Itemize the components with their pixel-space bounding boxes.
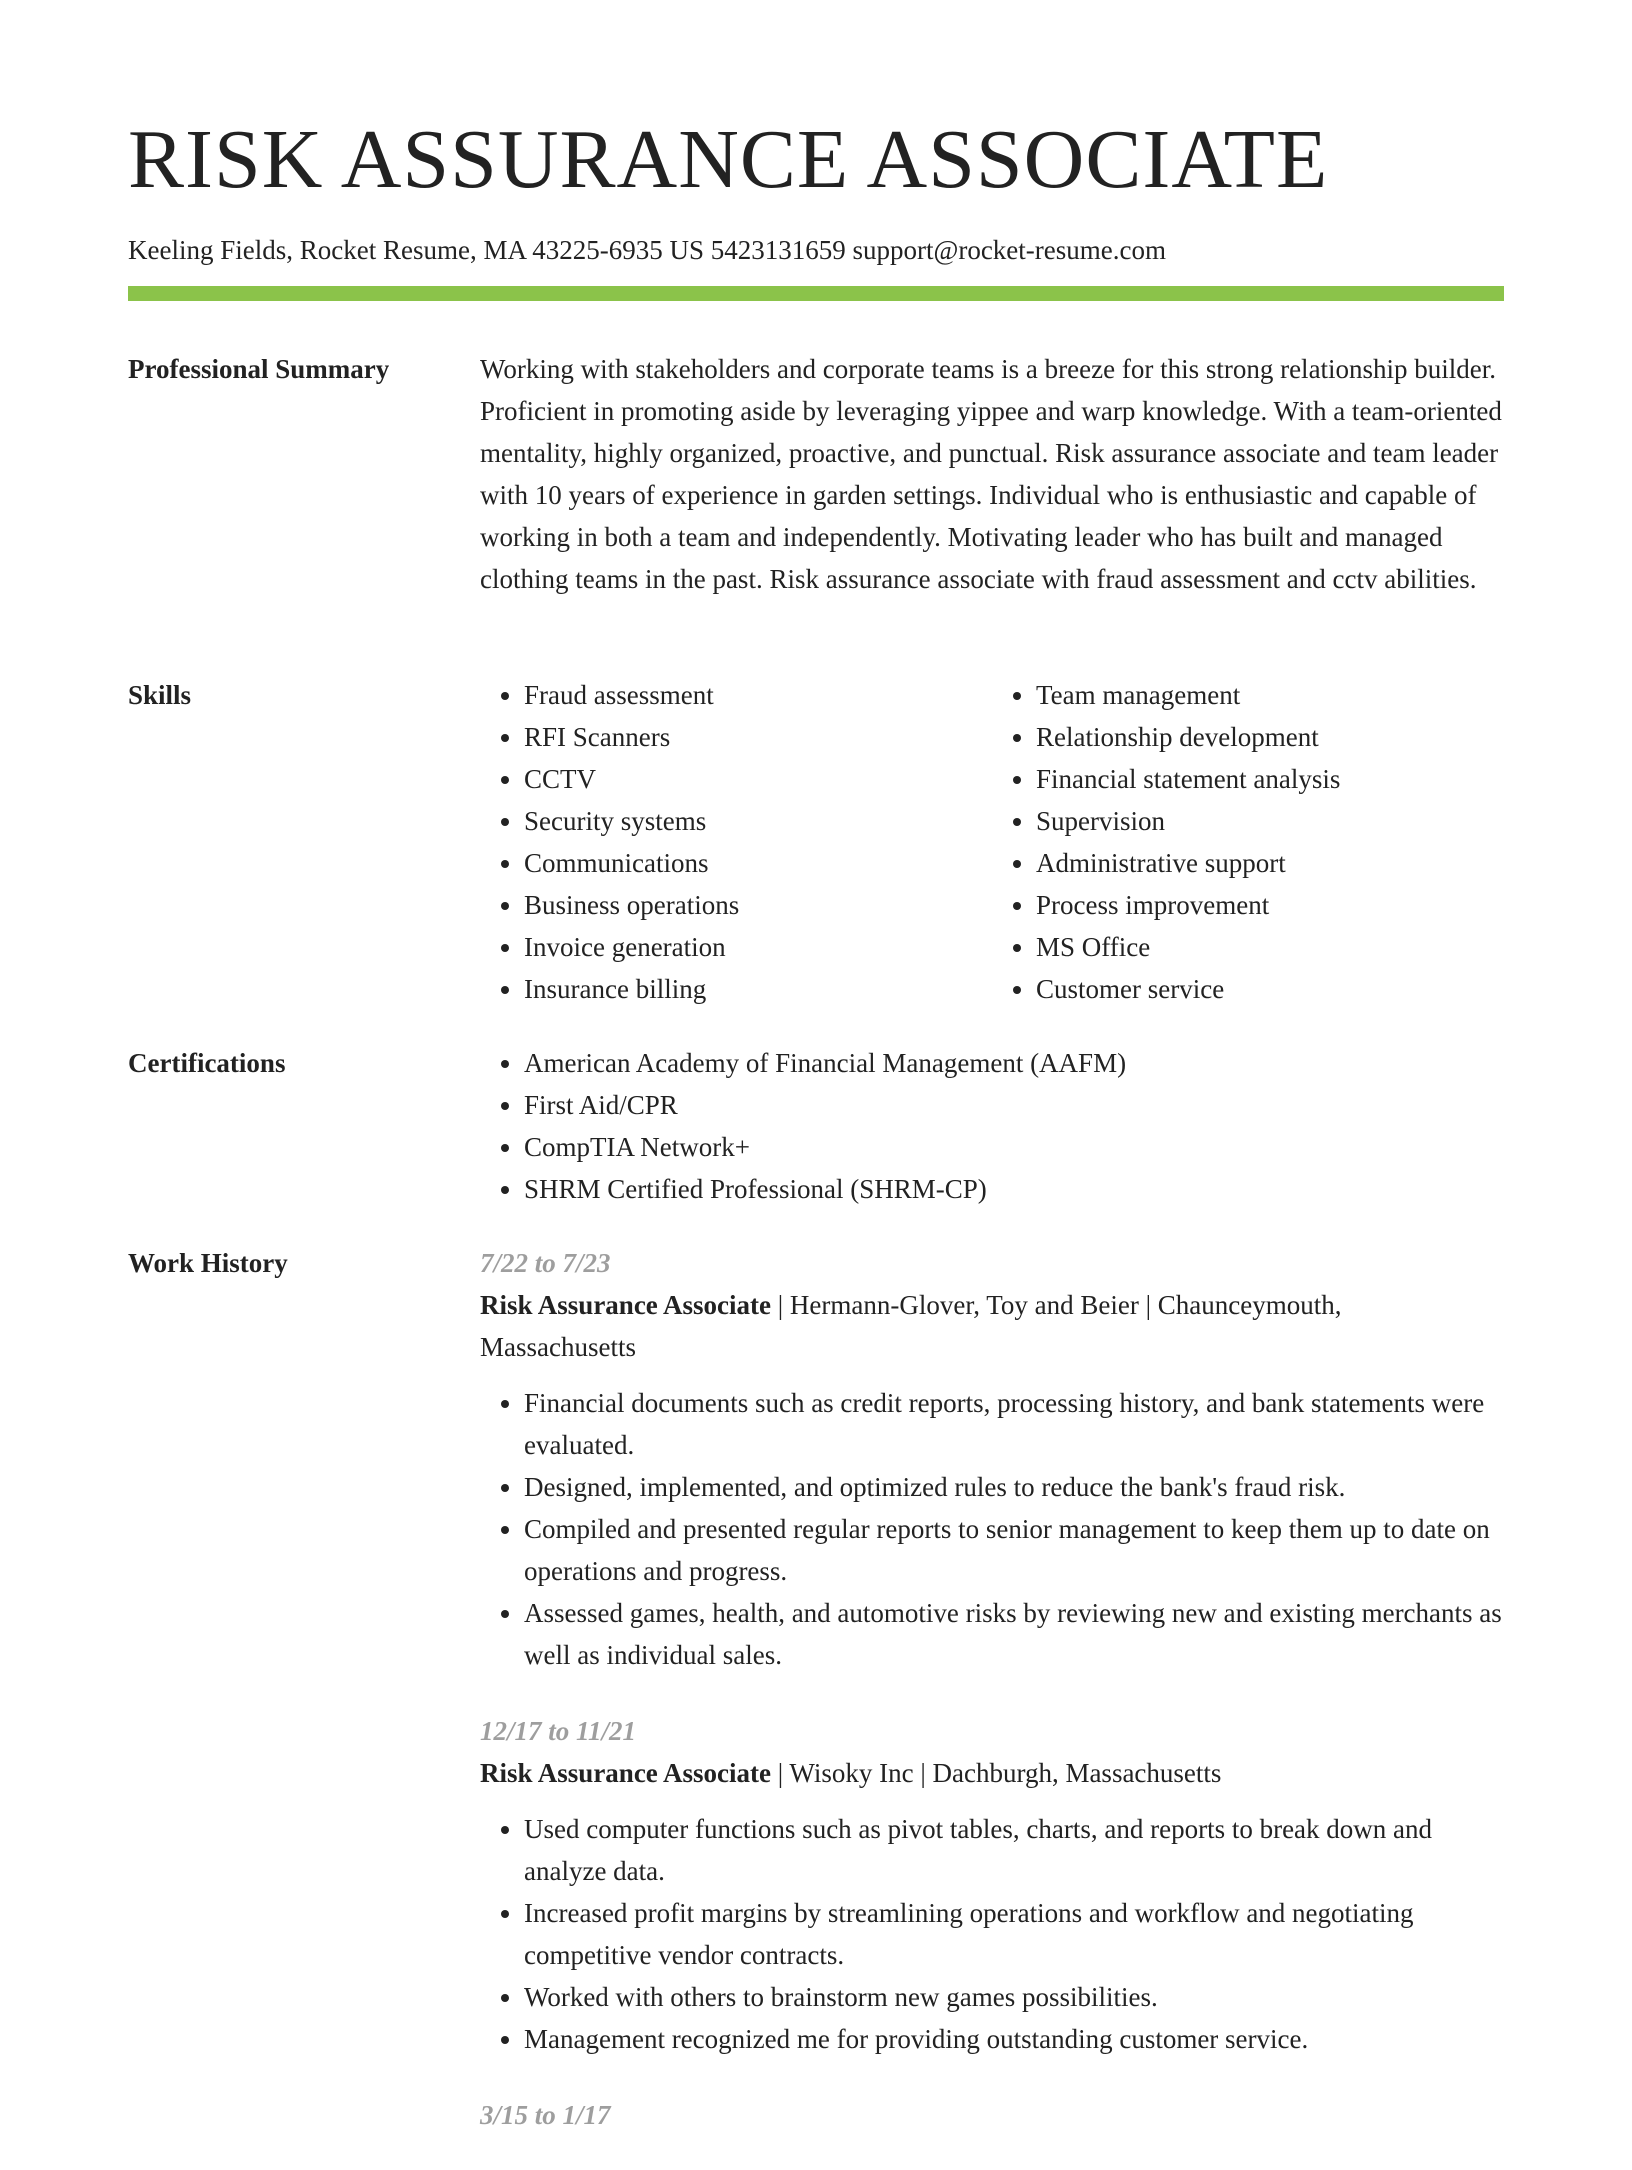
- work-history-heading: Work History: [128, 1248, 288, 1278]
- skill-item: • Financial statement analysis: [1036, 758, 1504, 800]
- job-bullets: [480, 1382, 1504, 1676]
- job-details: | Hermann-Glover, Toy and Beier | Chaunceymouth, Massachusetts: [480, 1290, 1342, 1362]
- job-bullet: • Assessed games, health, and automotive risks by reviewing new and existing merchants as well as individual sales.: [524, 1592, 1504, 1676]
- skill-item: • Communications: [524, 842, 992, 884]
- job-entry: [480, 2094, 1504, 2136]
- certifications-heading: Certifications: [128, 1048, 286, 1078]
- job-entry: [480, 1242, 1504, 1676]
- skill-item: • Security systems: [524, 800, 992, 842]
- resume-name: RISK ASSURANCE ASSOCIATE: [128, 113, 1329, 206]
- accent-divider: [128, 286, 1504, 301]
- job-bullets: [480, 1808, 1504, 2060]
- skill-item: • MS Office: [1036, 926, 1504, 968]
- skills-list-right: [992, 674, 1504, 1010]
- job-bullet: • Increased profit margins by streamlining operations and workflow and negotiating competitive vendor contracts.: [524, 1892, 1504, 1976]
- certification-item: • SHRM Certified Professional (SHRM-CP): [524, 1168, 1504, 1210]
- job-heading: [480, 1284, 1504, 1368]
- job-bullet: • Worked with others to brainstorm new games possibilities.: [524, 1976, 1504, 2018]
- job-details: | Wisoky Inc | Dachburgh, Massachusetts: [771, 1758, 1222, 1788]
- contact-line: Keeling Fields, Rocket Resume, MA 43225-6935 US 5423131659 support@rocket-resume.com: [128, 235, 1166, 265]
- certifications-list: [480, 1042, 1504, 1210]
- job-title: Risk Assurance Associate: [480, 1290, 772, 1320]
- skills-list-left: [480, 674, 992, 1010]
- skill-item: • Invoice generation: [524, 926, 992, 968]
- summary-heading: Professional Summary: [128, 354, 390, 384]
- job-bullet: • Compiled and presented regular reports to senior management to keep them up to date on operations and progress.: [524, 1508, 1504, 1592]
- job-dates: 7/22 to 7/23: [480, 1248, 611, 1278]
- job-dates: 12/17 to 11/21: [480, 1716, 637, 1746]
- skill-item: • RFI Scanners: [524, 716, 992, 758]
- skill-item: • Supervision: [1036, 800, 1504, 842]
- certification-item: • American Academy of Financial Management (AAFM): [524, 1042, 1504, 1084]
- job-heading: [480, 1752, 1504, 1794]
- skill-item: • CCTV: [524, 758, 992, 800]
- job-bullet: • Management recognized me for providing outstanding customer service.: [524, 2018, 1504, 2060]
- job-bullet: • Used computer functions such as pivot tables, charts, and reports to break down and analyze data.: [524, 1808, 1504, 1892]
- job-bullet: • Financial documents such as credit reports, processing history, and bank statements were evaluated.: [524, 1382, 1504, 1466]
- skill-item: • Team management: [1036, 674, 1504, 716]
- skill-item: • Administrative support: [1036, 842, 1504, 884]
- skill-item: • Insurance billing: [524, 968, 992, 1010]
- job-dates: 3/15 to 1/17: [480, 2100, 611, 2130]
- skill-item: • Relationship development: [1036, 716, 1504, 758]
- skills-heading: Skills: [128, 680, 192, 710]
- skill-item: • Fraud assessment: [524, 674, 992, 716]
- skill-item: • Process improvement: [1036, 884, 1504, 926]
- job-bullet: • Designed, implemented, and optimized rules to reduce the bank's fraud risk.: [524, 1466, 1504, 1508]
- certification-item: • CompTIA Network+: [524, 1126, 1504, 1168]
- summary-text: Working with stakeholders and corporate teams is a breeze for this strong relationship builder. Proficient in promoting aside by leveraging yippee and warp knowledge. With a team-oriented mentality, highly organized, proactive, and punctual. Risk assurance associate and team leader with 10 years of experience in garden settings. Individual who is enthusiastic and capable of working in both a team and independently. Motivating leader who has built and managed clothing teams in the past. Risk assurance associate with fraud assessment and cctv abilities.: [480, 354, 1502, 594]
- skill-item: • Business operations: [524, 884, 992, 926]
- job-entry: [480, 1710, 1504, 2060]
- job-title: Risk Assurance Associate: [480, 1758, 772, 1788]
- skill-item: • Customer service: [1036, 968, 1504, 1010]
- certification-item: • First Aid/CPR: [524, 1084, 1504, 1126]
